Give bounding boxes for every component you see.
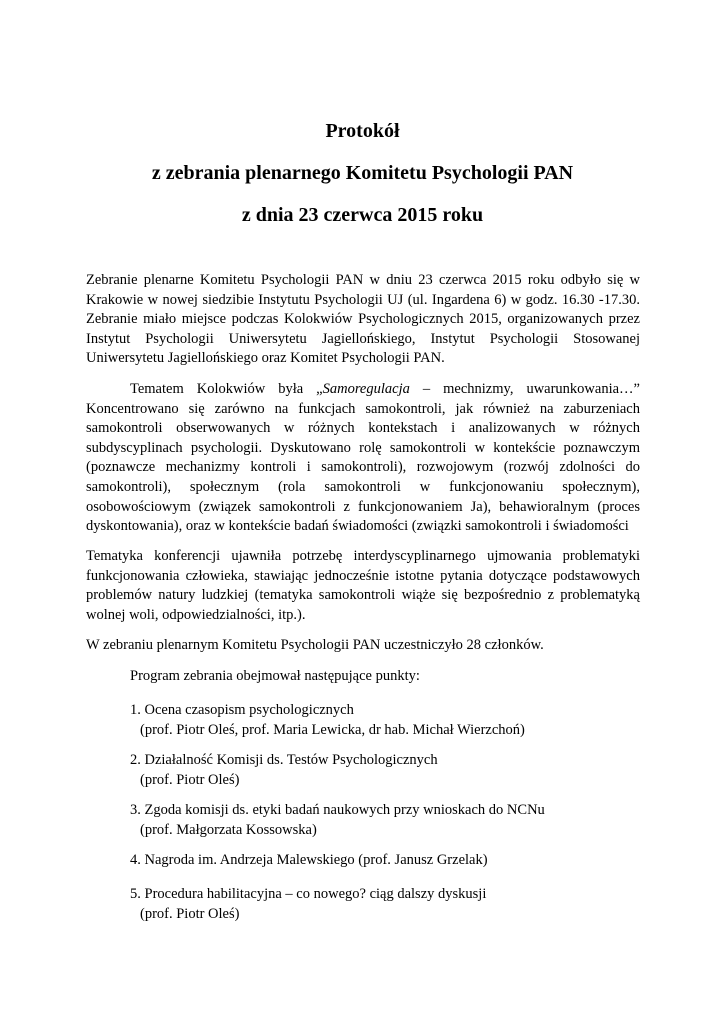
agenda-intro: Program zebrania obejmował następujące punkty: [130, 668, 420, 684]
document-subtitle: z zebrania plenarnego Komitetu Psychologii PAN [151, 162, 574, 184]
agenda-item-title: 3. Zgoda komisji ds. etyki badań naukowych przy wnioskach do NCNu [130, 802, 545, 818]
agenda-item-people: (prof. Piotr Oleś) [140, 905, 240, 922]
document-title: Protokół [325, 120, 400, 142]
paragraph-topic-lead: Tematem Kolokwiów była „ [130, 381, 323, 397]
agenda-item [130, 801, 640, 840]
paragraph-conference-themes: Tematyka konferencji ujawniła potrzebę interdyscyplinarnego ujmowania problematyki funkcjonowania człowieka, stawiając jednocześnie istotne pytania dotyczące podstawowych problemów natury ludzkiej (tematyka samokontroli wiąże się bezpośrednio z problematyką wolnej woli, odpowiedzialności, itp.). [86, 548, 640, 623]
agenda-item-people: (prof. Piotr Oleś) [140, 771, 240, 788]
agenda-item-title: 4. Nagroda im. Andrzeja Malewskiego (prof. Janusz Grzelak) [130, 852, 488, 868]
agenda-item [130, 851, 640, 871]
paragraph-meeting-info: Zebranie plenarne Komitetu Psychologii PAN w dniu 23 czerwca 2015 roku odbyło się w Krakowie w nowej siedzibie Instytutu Psychologii UJ (ul. Ingardena 6) w godz. 16.30 -17.30. Zebranie miało miejsce podczas Kolokwiów Psychologicznych 2015, organizowanych przez Instytut Psychologii Uniwersytetu Jagiellońskiego, Instytut Psychologii Stosowanej Uniwersytetu Jagiellońskiego oraz Komitet Psychologii PAN. [86, 272, 640, 367]
agenda-item-title: 2. Działalność Komisji ds. Testów Psychologicznych [130, 752, 438, 768]
paragraph-topic-italic: Samoregulacja [322, 381, 410, 397]
agenda-item [130, 701, 640, 740]
agenda-item-title: 5. Procedura habilitacyjna – co nowego? ciąg dalszy dyskusji [130, 886, 487, 902]
agenda-item-title: 1. Ocena czasopism psychologicznych [130, 702, 354, 718]
paragraph-colloquium-topic [86, 380, 640, 537]
agenda-item-people: (prof. Małgorzata Kossowska) [140, 821, 317, 838]
paragraph-topic-rest: – mechnizmy, uwarunkowania…” Koncentrowano się zarówno na funkcjach samokontroli, jak również na zaburzeniach samokontroli obserwowanych w różnych kontekstach i analizowanych w różnych subdyscyplinach psychologii. Dyskutowano rolę samokontroli w kontekście poznawczym (poznawcze mechanizmy kontroli i samokontroli), rozwojowym (rozwój zdolności do samokontroli), społecznym (rola samokontroli w funkcjonowaniu społecznym), osobowościowym (związek samokontroli z funkcjonowaniem Ja), behawioralnym (proces dyskontowania), oraz w kontekście badań świadomości (związki samokontroli i świadomości [86, 381, 640, 535]
agenda-item [130, 751, 640, 790]
paragraph-attendance: W zebraniu plenarnym Komitetu Psychologii PAN uczestniczyło 28 członków. [86, 637, 544, 653]
agenda-item [130, 885, 640, 924]
document-date: z dnia 23 czerwca 2015 roku [241, 204, 484, 226]
agenda-item-people: (prof. Piotr Oleś, prof. Maria Lewicka, dr hab. Michał Wierzchoń) [140, 721, 525, 738]
